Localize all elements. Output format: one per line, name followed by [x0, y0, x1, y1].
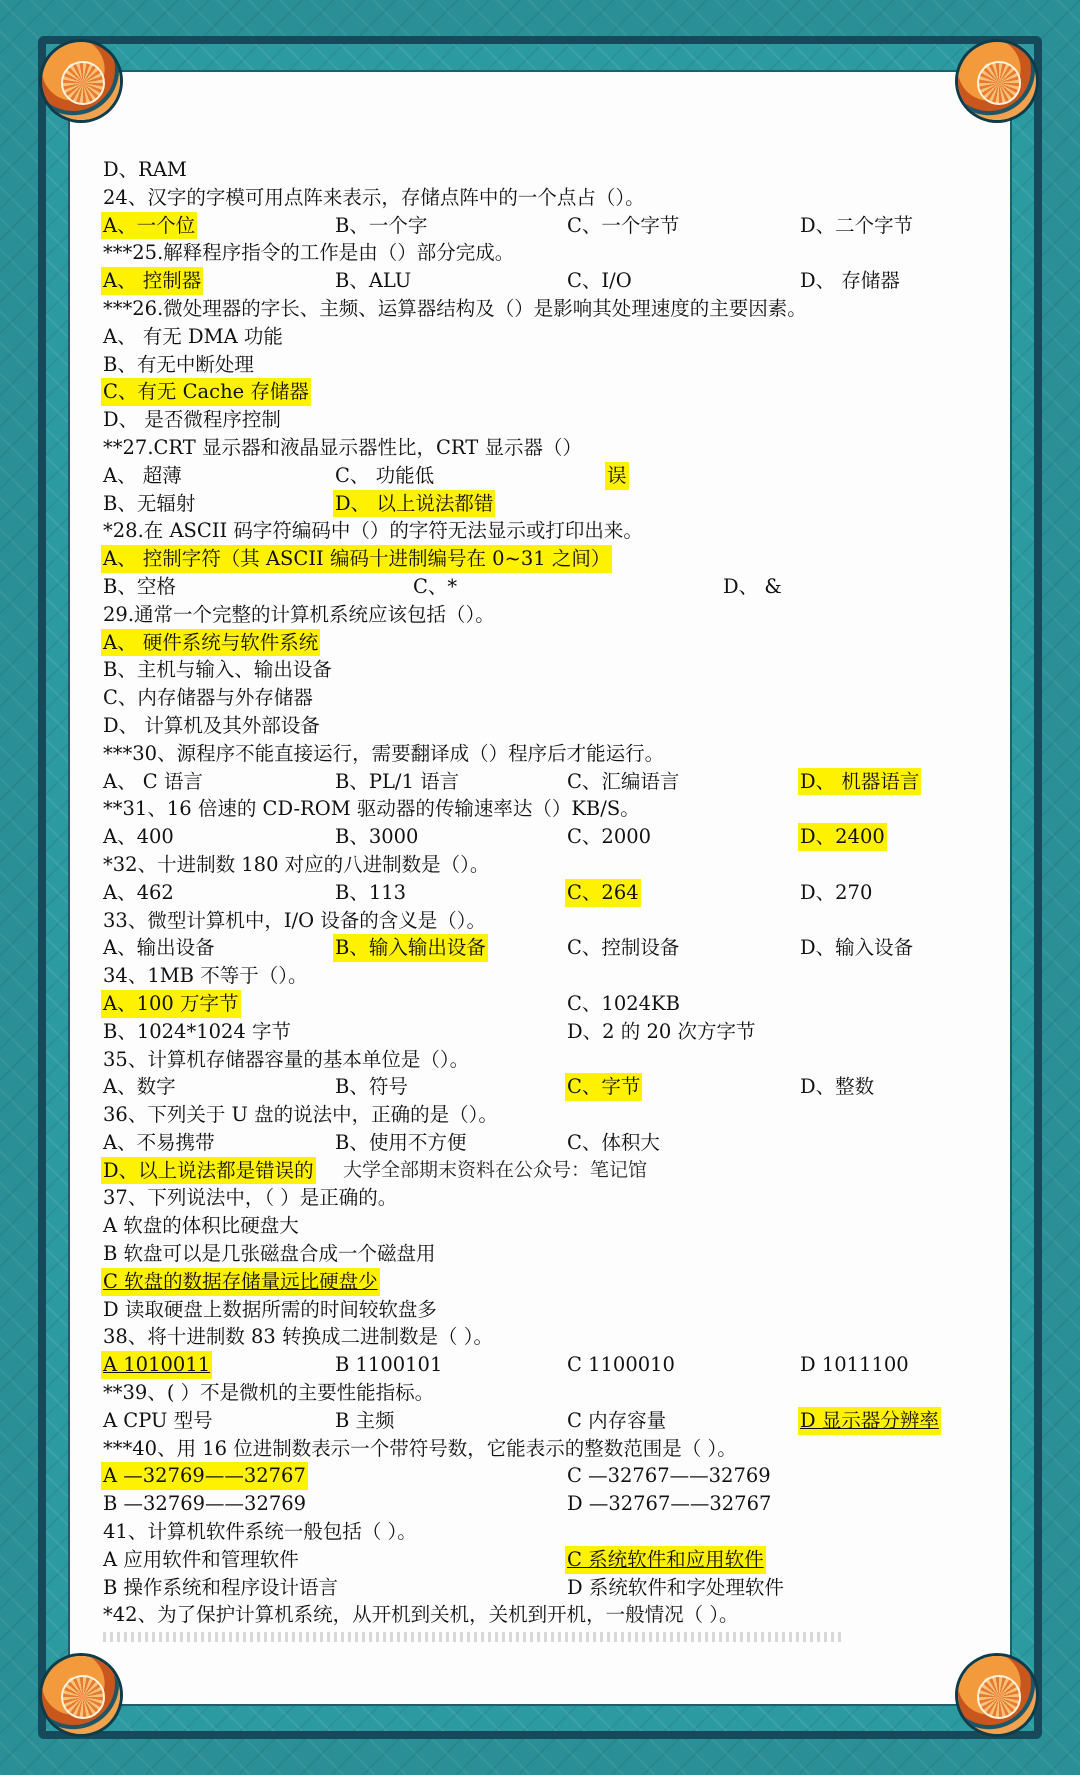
line-text: C、I/O — [567, 269, 632, 293]
highlighted-answer: D、以上说法都是错误的 — [101, 1157, 316, 1185]
text-line — [103, 1212, 983, 1240]
line-text: B 1100101 — [335, 1353, 443, 1377]
line-text: B、使用不方便 — [335, 1130, 467, 1154]
line-text: C、内存储器与外存储器 — [103, 686, 313, 710]
line-text: B、3000 — [335, 825, 419, 849]
text-line — [103, 656, 983, 684]
line-text: D、 是否微程序控制 — [103, 408, 281, 432]
text-line — [103, 768, 983, 796]
text-line — [103, 1296, 983, 1324]
highlighted-answer: B、输入输出设备 — [333, 934, 488, 962]
line-text: A 应用软件和管理软件 — [103, 1547, 299, 1571]
highlighted-answer: C、264 — [565, 879, 641, 907]
line-text: B、主机与输入、输出设备 — [103, 658, 332, 682]
text-line — [103, 184, 983, 212]
line-text: D、270 — [800, 880, 873, 904]
text-line — [103, 1407, 983, 1435]
line-text: D、2 的 20 次方字节 — [567, 1019, 756, 1043]
text-line — [103, 406, 983, 434]
line-text: D 1011100 — [800, 1353, 909, 1377]
highlighted-answer: A、 硬件系统与软件系统 — [101, 629, 320, 657]
text-line — [103, 601, 983, 629]
highlighted-answer: A —32769——32767 — [101, 1462, 308, 1490]
line-text: A、 超薄 — [103, 463, 182, 487]
line-text: 34、1MB 不等于（）。 — [103, 964, 308, 988]
line-text: B —32769——32769 — [103, 1492, 307, 1516]
text-line — [103, 490, 983, 518]
text-line — [103, 573, 983, 601]
line-text: A、数字 — [103, 1075, 176, 1099]
text-line — [103, 934, 983, 962]
text-line — [103, 156, 983, 184]
line-text: C —32767——32769 — [567, 1464, 771, 1488]
text-line — [103, 1574, 983, 1602]
line-text: *28.在 ASCII 码字符编码中（）的字符无法显示或打印出来。 — [103, 519, 643, 543]
highlighted-answer: C、有无 Cache 存储器 — [101, 378, 311, 406]
line-text: B、113 — [335, 880, 407, 904]
text-line — [103, 1240, 983, 1268]
line-text: C 1100010 — [567, 1353, 675, 1377]
line-text: *32、十进制数 180 对应的八进制数是（）。 — [103, 852, 490, 876]
line-text: D、整数 — [800, 1075, 875, 1099]
text-line — [103, 907, 983, 935]
text-line — [103, 462, 983, 490]
line-text: A、 有无 DMA 功能 — [103, 324, 283, 348]
line-text: **27.CRT 显示器和液晶显示器性比，CRT 显示器（） — [103, 435, 582, 459]
text-line — [103, 851, 983, 879]
text-line — [103, 517, 983, 545]
text-line — [103, 545, 983, 573]
text-line — [103, 1129, 983, 1157]
line-text: D、二个字节 — [800, 213, 914, 237]
text-line — [103, 267, 983, 295]
text-line — [103, 1073, 983, 1101]
text-line — [103, 629, 983, 657]
line-text: 29.通常一个完整的计算机系统应该包括（）。 — [103, 602, 495, 626]
line-text: C、体积大 — [567, 1130, 660, 1154]
line-text: C 内存容量 — [567, 1408, 667, 1432]
text-line — [103, 740, 983, 768]
line-text: B 软盘可以是几张磁盘合成一个磁盘用 — [103, 1242, 436, 1266]
text-line — [103, 351, 983, 379]
exam-text — [103, 156, 983, 1629]
line-text: D 读取硬盘上数据所需的时间较软盘多 — [103, 1297, 437, 1321]
text-line — [103, 1601, 983, 1629]
highlighted-answer: C 软盘的数据存储量远比硬盘少 — [101, 1268, 380, 1296]
text-line — [103, 1490, 983, 1518]
text-line — [103, 1462, 983, 1490]
line-text: B、有无中断处理 — [103, 352, 254, 376]
text-line — [103, 1546, 983, 1574]
highlighted-answer: D、2400 — [798, 823, 887, 851]
corner-ornament-icon — [958, 42, 1036, 120]
line-text: 24、汉字的字模可用点阵来表示，存储点阵中的一个点占（）。 — [103, 185, 645, 209]
text-line — [103, 879, 983, 907]
line-text: A、输出设备 — [103, 936, 215, 960]
line-text: B、ALU — [335, 269, 412, 293]
text-line — [103, 1157, 983, 1185]
text-line — [103, 1268, 983, 1296]
text-line — [103, 1046, 983, 1074]
text-line — [103, 712, 983, 740]
text-line — [103, 823, 983, 851]
text-line — [103, 1379, 983, 1407]
text-line — [103, 1018, 983, 1046]
line-text: 37、下列说法中，（ ）是正确的。 — [103, 1186, 398, 1210]
line-text: D 系统软件和字处理软件 — [567, 1575, 784, 1599]
text-line — [103, 1323, 983, 1351]
text-line — [103, 323, 983, 351]
line-text: B 操作系统和程序设计语言 — [103, 1575, 339, 1599]
line-text: A 软盘的体积比硬盘大 — [103, 1214, 299, 1238]
line-text: ***40、用 16 位进制数表示一个带符号数，它能表示的整数范围是（ ）。 — [103, 1436, 737, 1460]
text-line — [103, 962, 983, 990]
line-text: B、1024*1024 字节 — [103, 1019, 292, 1043]
line-text: C、* — [413, 574, 458, 598]
line-text: B、无辐射 — [103, 491, 196, 515]
text-line — [103, 1435, 983, 1463]
line-text: C、汇编语言 — [567, 769, 680, 793]
text-line — [103, 295, 983, 323]
line-text: A、462 — [103, 880, 174, 904]
text-line — [103, 212, 983, 240]
line-text: C、1024KB — [567, 991, 680, 1015]
line-text: A、 C 语言 — [103, 769, 203, 793]
line-text: D、输入设备 — [800, 936, 914, 960]
line-text: B、PL/1 语言 — [335, 769, 460, 793]
corner-ornament-icon — [958, 1656, 1036, 1734]
highlighted-answer: A、 控制器 — [101, 267, 203, 295]
highlighted-answer: D、 以上说法都错 — [333, 490, 495, 518]
line-text: B、符号 — [335, 1075, 408, 1099]
line-text: A CPU 型号 — [103, 1408, 213, 1432]
line-text: D、 & — [723, 574, 782, 598]
text-line — [103, 1184, 983, 1212]
highlighted-answer: A、100 万字节 — [101, 990, 241, 1018]
corner-ornament-icon — [42, 42, 120, 120]
highlighted-answer: 误 — [605, 462, 629, 490]
cut-off-line — [103, 1632, 843, 1642]
line-text: **31、16 倍速的 CD-ROM 驱动器的传输速率达（）KB/S。 — [103, 797, 640, 821]
highlighted-answer: A 1010011 — [101, 1351, 212, 1379]
line-text: ***25.解释程序指令的工作是由（）部分完成。 — [103, 241, 515, 265]
text-line — [103, 990, 983, 1018]
line-text: B、空格 — [103, 574, 176, 598]
line-text: C、控制设备 — [567, 936, 680, 960]
watermark-text: 大学全部期末资料在公众号：笔记馆 — [343, 1158, 648, 1181]
line-text: D、 存储器 — [800, 269, 900, 293]
line-text: D、 计算机及其外部设备 — [103, 713, 320, 737]
text-line — [103, 434, 983, 462]
highlighted-answer: D 显示器分辨率 — [798, 1407, 941, 1435]
corner-ornament-icon — [42, 1656, 120, 1734]
text-line — [103, 795, 983, 823]
line-text: ***30、源程序不能直接运行，需要翻译成（）程序后才能运行。 — [103, 741, 665, 765]
line-text: C、 功能低 — [335, 463, 435, 487]
text-line — [103, 1101, 983, 1129]
line-text: C、2000 — [567, 825, 652, 849]
text-line — [103, 1351, 983, 1379]
text-line — [103, 239, 983, 267]
line-text: *42、为了保护计算机系统，从开机到关机，关机到开机，一般情况（ ）。 — [103, 1603, 739, 1627]
line-text: 36、下列关于 U 盘的说法中，正确的是（）。 — [103, 1103, 498, 1127]
line-text: D —32767——32767 — [567, 1492, 772, 1516]
line-text: 41、计算机软件系统一般包括（ ）。 — [103, 1520, 417, 1544]
highlighted-answer: C 系统软件和应用软件 — [565, 1546, 766, 1574]
highlighted-answer: C、字节 — [565, 1073, 642, 1101]
line-text: A、400 — [103, 825, 174, 849]
line-text: A、不易携带 — [103, 1130, 215, 1154]
line-text: B、一个字 — [335, 213, 428, 237]
line-text: 38、将十进制数 83 转换成二进制数是（ ）。 — [103, 1325, 493, 1349]
line-text: ***26.微处理器的字长、主频、运算器结构及（）是影响其处理速度的主要因素。 — [103, 296, 807, 320]
text-line — [103, 1518, 983, 1546]
line-text: B 主频 — [335, 1408, 395, 1432]
highlighted-answer: A、一个位 — [101, 212, 197, 240]
highlighted-answer: D、 机器语言 — [798, 768, 921, 796]
line-text: C、一个字节 — [567, 213, 680, 237]
text-line — [103, 378, 983, 406]
line-text: D、RAM — [103, 158, 187, 181]
line-text: 33、微型计算机中，I/O 设备的含义是（）。 — [103, 908, 487, 932]
highlighted-answer: A、 控制字符（其 ASCII 编码十进制编号在 0~31 之间） — [101, 545, 612, 573]
text-line — [103, 684, 983, 712]
line-text: **39、( ）不是微机的主要性能指标。 — [103, 1381, 435, 1405]
line-text: 35、计算机存储器容量的基本单位是（）。 — [103, 1047, 470, 1071]
